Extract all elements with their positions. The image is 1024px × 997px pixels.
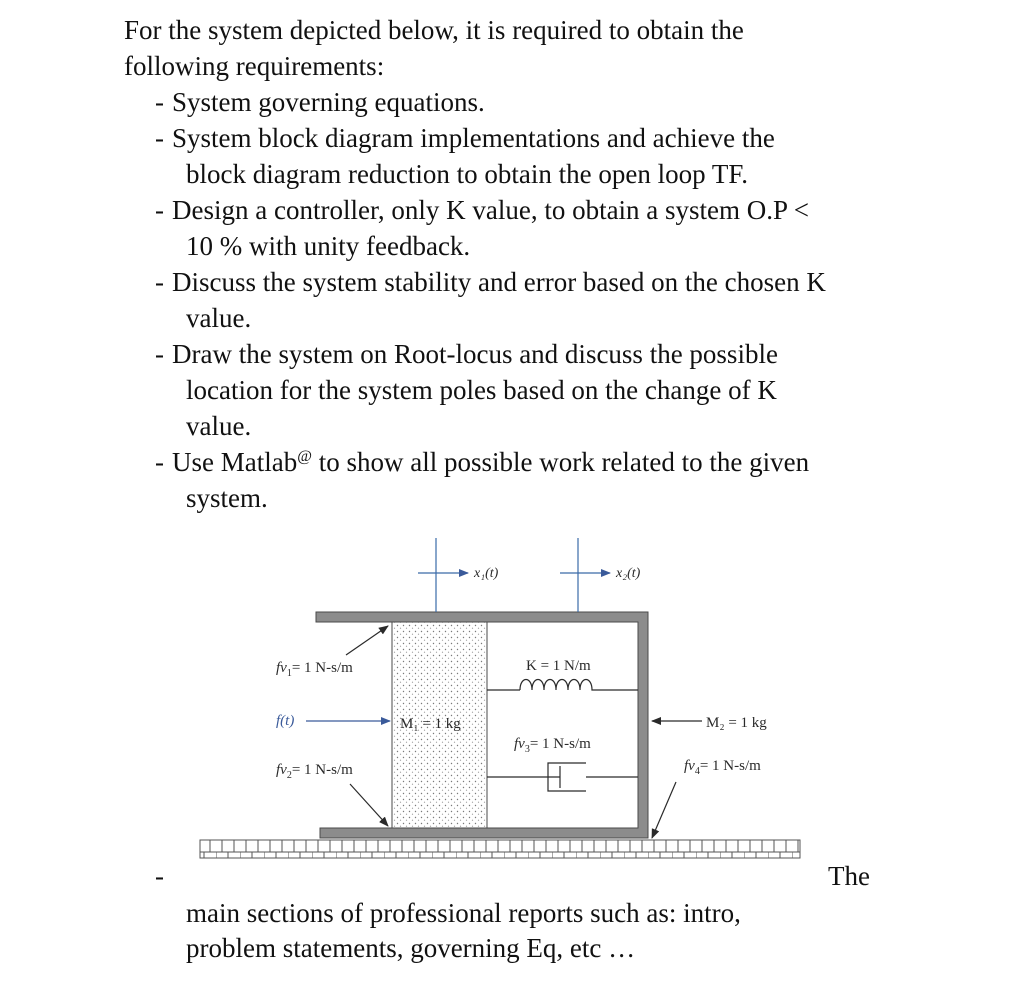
damper-1-arrow — [346, 626, 388, 655]
spring-label: K = 1 N/m — [526, 658, 591, 674]
mass-1-label: M₁ = 1 kg — [400, 716, 461, 732]
intro-line-1: For the system depicted below, it is required to obtain the — [124, 15, 744, 45]
spring — [520, 680, 600, 691]
mass-2-label: M₂ = 1 kg — [706, 715, 767, 731]
requirement-5-line-1: Draw the system on Root-locus and discuss the possible — [172, 339, 778, 369]
closing-dash: - — [155, 861, 164, 891]
closing-word: The — [828, 861, 870, 891]
requirement-6-prefix: Use Matlab — [172, 447, 298, 477]
bullet-dash: - — [155, 267, 164, 297]
closing-line-2: problem statements, governing Eq, etc … — [186, 933, 636, 963]
bullet-dash: - — [155, 339, 164, 369]
requirement-4-line-1: Discuss the system stability and error based on the chosen K — [172, 267, 826, 297]
damper-4-label: $fv_4= 1$ N-s/m — [684, 758, 761, 777]
requirement-3-line-1: Design a controller, only K value, to obtain a system O.P < — [172, 195, 810, 225]
damper-3-label: $fv_3= 1$ N-s/m — [514, 736, 591, 755]
requirement-4-line-2: value. — [186, 303, 252, 333]
requirement-6-suffix: to show all possible work related to the given — [311, 447, 810, 477]
bullet-dash: - — [155, 447, 164, 477]
requirement-2-line-2: block diagram reduction to obtain the open loop TF. — [186, 159, 748, 189]
x1-label: x₁(t) — [474, 566, 499, 581]
requirement-1-line-1: System governing equations. — [172, 87, 485, 117]
requirement-6-superscript: @ — [297, 448, 312, 465]
closing-line-1: main sections of professional reports such as: intro, — [186, 898, 741, 928]
damper-4-arrow — [652, 782, 676, 838]
damper-2-label: $fv_2= 1$ N-s/m — [276, 762, 353, 781]
requirement-5-line-3: value. — [186, 411, 252, 441]
requirement-3-line-2: 10 % with unity feedback. — [186, 231, 471, 261]
ground — [200, 840, 800, 858]
bullet-dash: - — [155, 195, 164, 225]
bullet-dash: - — [155, 87, 164, 117]
force-label: f(t) — [276, 713, 295, 729]
x2-label: x₂(t) — [616, 566, 641, 581]
requirement-2-line-1: System block diagram implementations and achieve the — [172, 123, 775, 153]
bullet-dash: - — [155, 123, 164, 153]
damper-1-label: $fv_1= 1$ N-s/m — [276, 660, 353, 679]
damper-2-arrow — [350, 784, 388, 826]
requirement-5-line-2: location for the system poles based on the change of K — [186, 375, 777, 405]
intro-line-2: following requirements: — [124, 51, 385, 81]
requirement-6-line-2: system. — [186, 483, 268, 513]
